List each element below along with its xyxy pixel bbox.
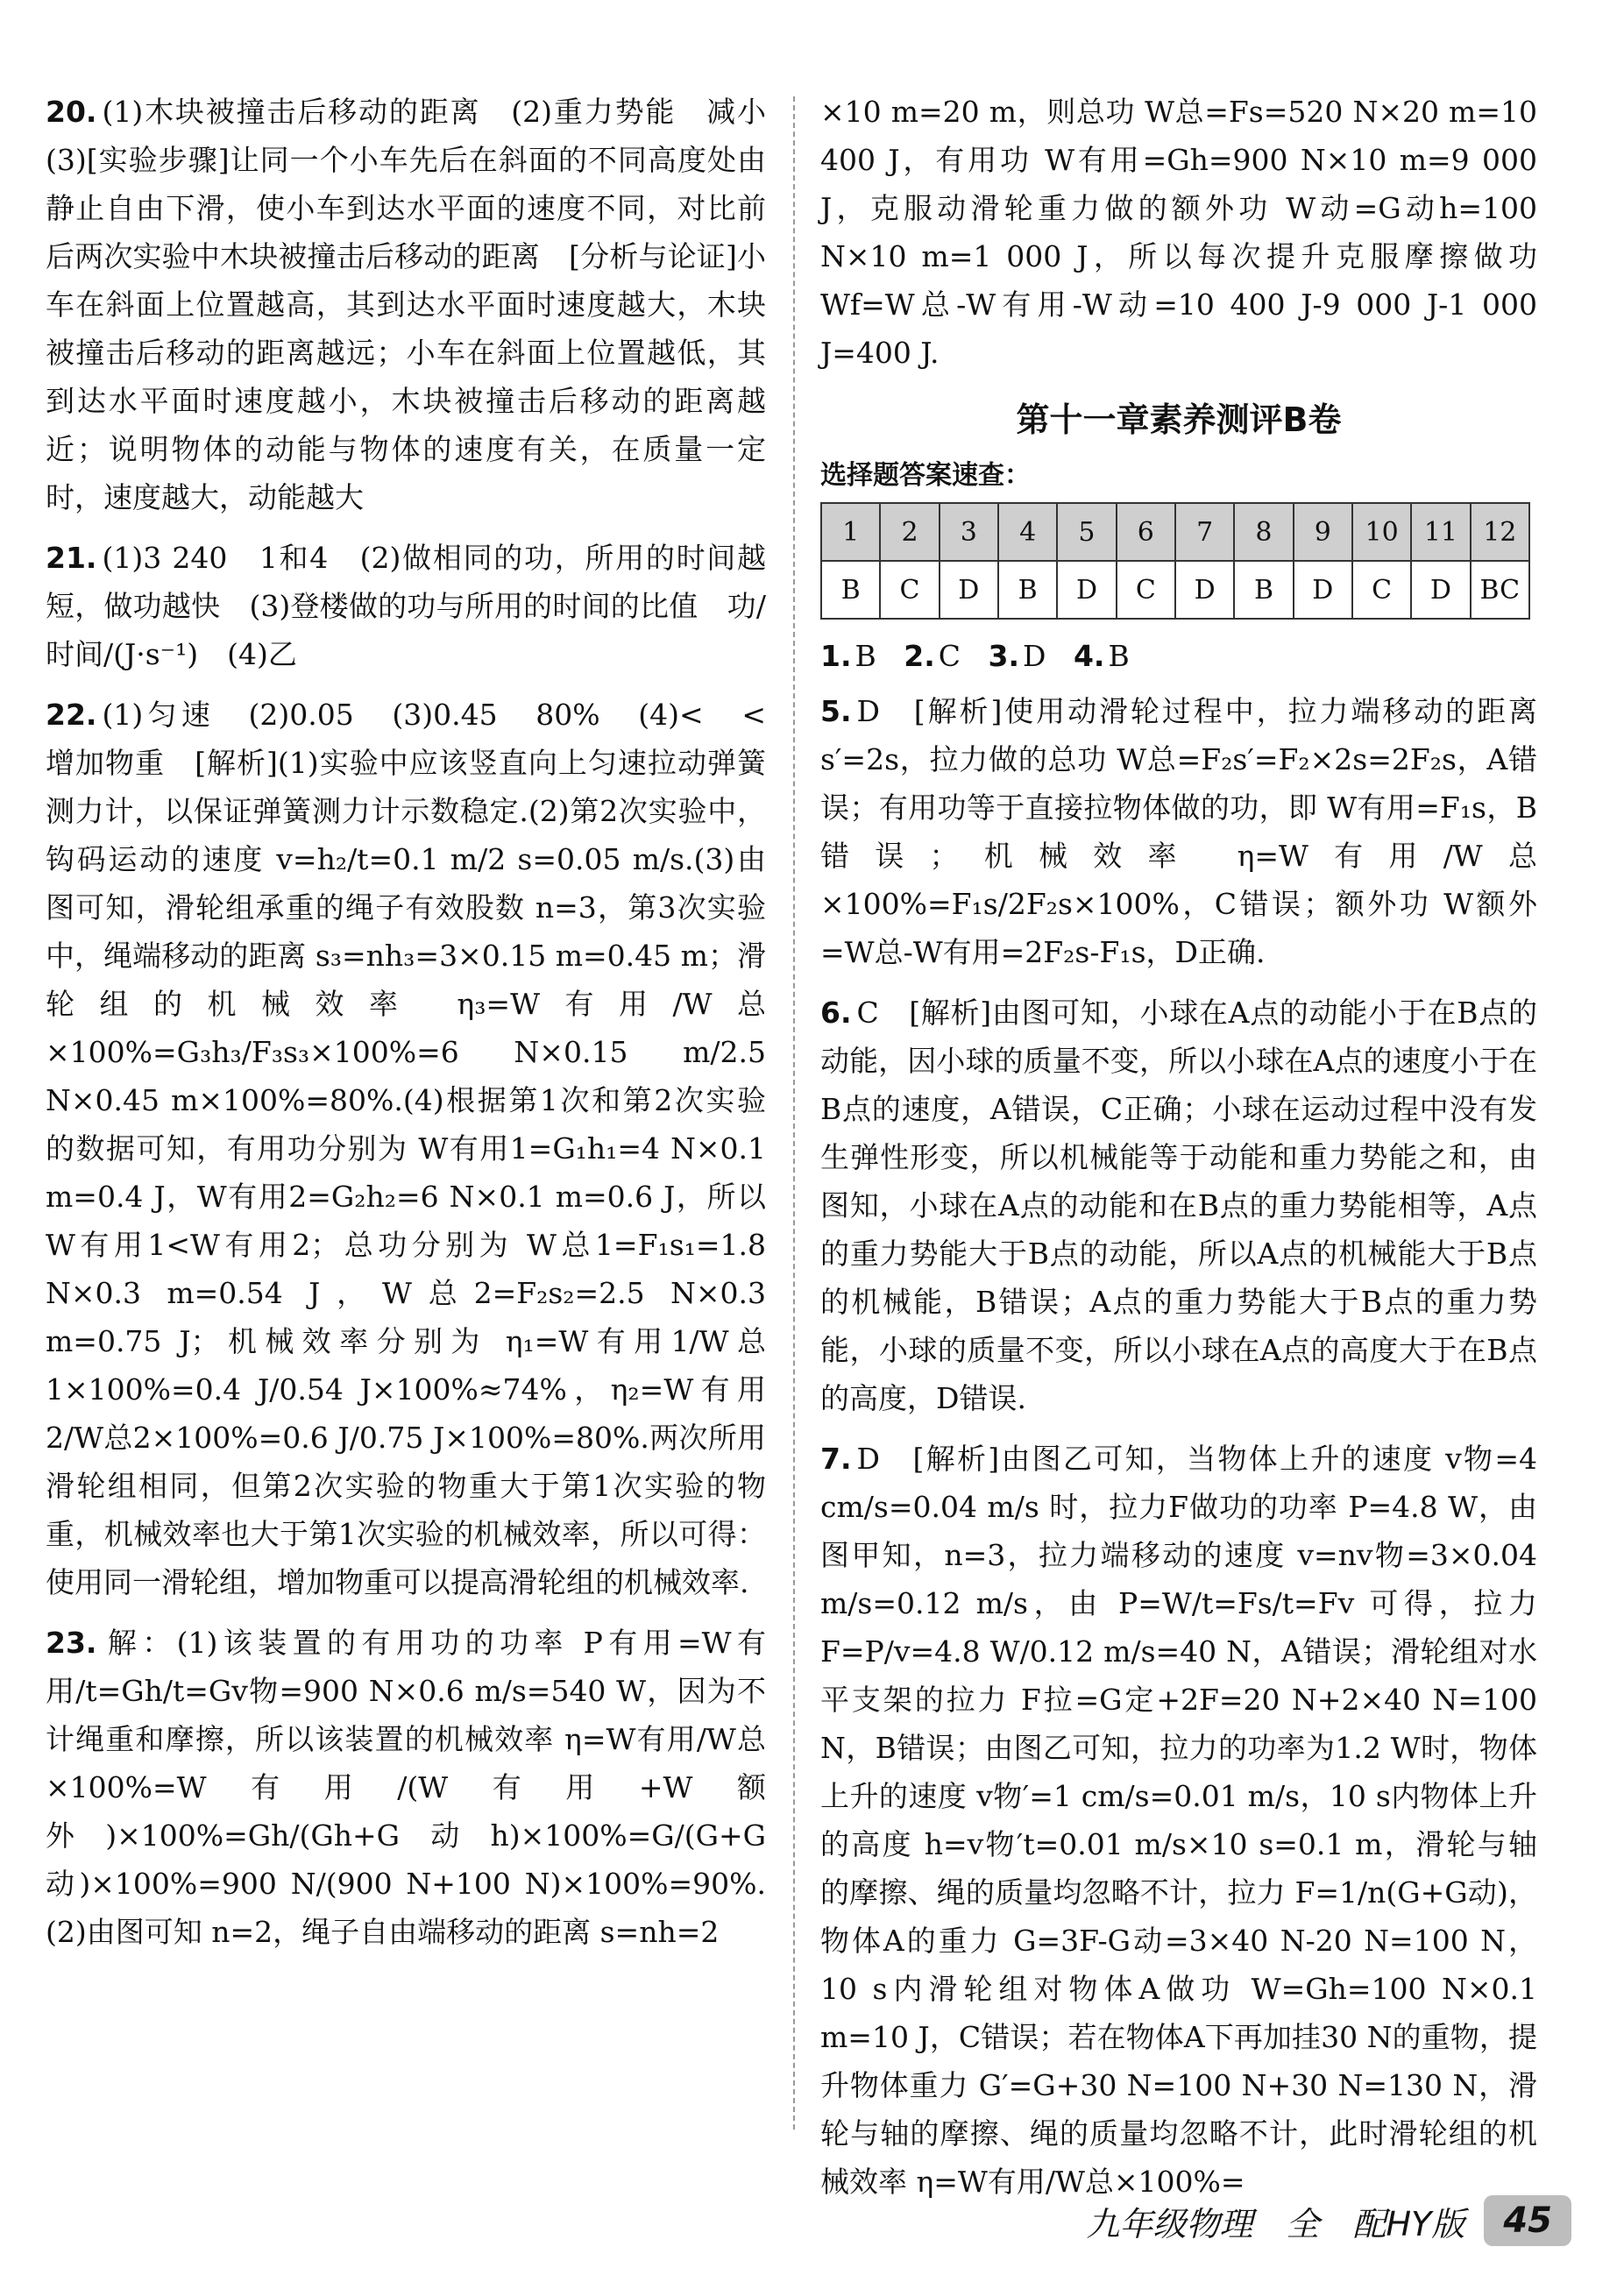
answer-item-23-continued [820, 88, 1537, 377]
item-text: 解：(1)该装置的有用功的功率 P有用=W有用/t=Gh/t=Gv物=900 N×0.6 m/s=540 W，因为不计绳重和摩擦，所以该装置的机械效率 η=W有用/W总×100%=W有用/(W有用+W额外)×100%=Gh/(Gh+G动h)×100%=G/(G+G动)×100%=900 N/(900 N+100 N)×100%=90%.(2)由图可知 n=2，绳子自由端移动的距离 s=nh=2 [46, 1626, 766, 1949]
question-number-cell: 8 [1234, 503, 1293, 561]
item-text: (1)木块被撞击后移动的距离 (2)重力势能 减小 (3)[实验步骤]让同一个小车先后在斜面的不同高度处由静止自由下滑，使小车到达水平面的速度不同，对比前后两次实验中木块被撞击后移动的距离 [分析与论证]小车在斜面上位置越高，其到达水平面时速度越大，木块被撞击后移动的距离越远；小车在斜面上位置越低，其到达水平面时速度越小，木块被撞击后移动的距离越近；说明物体的动能与物体的速度有关，在质量一定时，速度越大，动能越大 [46, 95, 795, 514]
question-number-cell: 2 [880, 503, 939, 561]
answer-cell: C [880, 561, 939, 619]
item-text: (1)3 240 1和4 (2)做相同的功，所用的时间越短，做功越快 (3)登楼做的功与所用的时间的比值 功/时间/(J·s⁻¹) (4)乙 [46, 541, 766, 671]
answer-item-23 [46, 1619, 766, 1956]
item-number: 4. [1073, 639, 1105, 673]
item-text: D [解析]使用动滑轮过程中，拉力端移动的距离 s′=2s，拉力做的总功 W总=F₂s′=F₂×2s=2F₂s，A错误；有用功等于直接拉物体做的功，即 W有用=F₁s，B错误；机械效率 η=W有用/W总×100%=F₁s/2F₂s×100%，C错误；额外功 W额外=W总-W有用=2F₂s-F₁s，D正确. [820, 694, 1537, 969]
item-number: 22. [46, 698, 97, 732]
question-number-cell: 5 [1057, 503, 1116, 561]
question-number-cell: 1 [821, 503, 880, 561]
answer-cell: C [1117, 561, 1175, 619]
answer-cell: D [1411, 561, 1470, 619]
item-answer: B [1108, 639, 1130, 673]
item-number: 7. [820, 1442, 852, 1476]
quick-check-title: 选择题答案速查： [820, 460, 1031, 491]
column-divider [793, 96, 795, 2130]
answer-cell: D [1294, 561, 1352, 619]
question-number-cell: 9 [1294, 503, 1352, 561]
item-number: 3. [988, 639, 1019, 673]
answer-table [820, 502, 1530, 620]
item-text: C [解析]由图可知，小球在A点的动能小于在B点的动能，因小球的质量不变，所以小球在A点的速度小于在B点的速度，A错误，C正确；小球在运动过程中没有发生弹性形变，所以机械能等于动能和重力势能之和，由图知，小球在A点的动能和在B点的重力势能相等，A点的重力势能大于B点的动能，所以A点的机械能大于B点的机械能，B错误；A点的重力势能大于B点的重力势能，小球的质量不变，所以小球在A点的高度大于在B点的高度，D错误. [820, 996, 1537, 1415]
page-number-badge: 45 [1484, 2195, 1571, 2246]
answer-item-21 [46, 534, 766, 678]
item-number: 23. [46, 1626, 97, 1660]
answer-cell: D [940, 561, 998, 619]
item-number: 20. [46, 95, 97, 129]
item-text: D [解析]由图乙可知，当物体上升的速度 v物=4 cm/s=0.04 m/s 时，拉力F做功的功率 P=4.8 W，由图甲知，n=3，拉力端移动的速度 v=nv物=3×0.04 m/s=0.12 m/s，由 P=W/t=Fs/t=Fv 可得，拉力 F=P/v=4.8 W/0.12 m/s=40 N，A错误；滑轮组对水平支架的拉力 F拉=G定+2F=20 N+2×40 N=100 N，B错误；由图乙可知，拉力的功率为1.2 W时，物体上升的速度 v物′=1 cm/s=0.01 m/s，10 s内物体上升的高度 h=v物′t=0.01 m/s×10 s=0.1 m，滑轮与轴的摩擦、绳的质量均忽略不计，拉力 F=1/n(G+G动)，物体A的重力 G=3F-G动=3×40 N-20 N=100 N，10 s内滑轮组对物体A做功 W=Gh=100 N×0.1 m=10 J，C错误；若在物体A下再加挂30 N的重物，提升物体重力 G′=G+30 N=100 N+30 N=130 N，滑轮与轴的摩擦、绳的质量均忽略不计，此时滑轮组的机械效率 η=W有用/W总×100%= [820, 1442, 1537, 2199]
answer-item-6 [820, 989, 1537, 1422]
chapter-title: 第十一章素养测评B卷 [1016, 400, 1342, 439]
item-answer: D [1022, 639, 1046, 673]
question-number-cell: 11 [1411, 503, 1470, 561]
question-number-cell: 4 [998, 503, 1057, 561]
answer-table-header-row [821, 503, 1529, 561]
item-answer: C [938, 639, 961, 673]
item-number: 1. [820, 639, 852, 673]
answer-cell: C [1352, 561, 1411, 619]
item-text: ×10 m=20 m，则总功 W总=Fs=520 N×20 m=10 400 J，有用功 W有用=Gh=900 N×10 m=9 000 J，克服动滑轮重力做的额外功 W动=G动h=100 N×10 m=1 000 J，所以每次提升克服摩擦做功 Wf=W总-W有用-W动=10 400 J-9 000 J-1 000 J=400 J. [820, 95, 1537, 370]
item-number: 6. [820, 996, 852, 1030]
question-number-cell: 12 [1471, 503, 1529, 561]
item-answer: B [855, 639, 876, 673]
answer-item-22 [46, 691, 795, 1606]
answer-cell: B [998, 561, 1057, 619]
answer-cell: B [1234, 561, 1293, 619]
footer-book-title: 九年级物理 全 配HY版 [1086, 2204, 1465, 2243]
answer-cell: D [1057, 561, 1116, 619]
answer-item-5 [820, 687, 1537, 976]
answer-cell: D [1175, 561, 1234, 619]
answer-item-7 [820, 1435, 1537, 2206]
answer-cell: BC [1471, 561, 1529, 619]
item-number: 5. [820, 694, 852, 728]
answer-table-answer-row [821, 561, 1529, 619]
left-column [46, 88, 795, 1968]
item-number: 21. [46, 541, 97, 575]
answer-item-20 [46, 88, 795, 521]
item-text: (1)匀速 (2)0.05 (3)0.45 80% (4)< < 增加物重 [解析](1)实验中应该竖直向上匀速拉动弹簧测力计，以保证弹簧测力计示数稳定.(2)第2次实验中，钩码运动的速度 v=h₂/t=0.1 m/2 s=0.05 m/s.(3)由图可知，滑轮组承重的绳子有效股数 n=3，第3次实验中，绳端移动的距离 s₃=nh₃=3×0.15 m=0.45 m；滑轮组的机械效率 η₃=W有用/W总×100%=G₃h₃/F₃s₃×100%=6 N×0.15 m/2.5 N×0.45 m×100%=80%.(4)根据第1次和第2次实验的数据可知，有用功分别为 W有用1=G₁h₁=4 N×0.1 m=0.4 J，W有用2=G₂h₂=6 N×0.1 m=0.6 J，所以 W有用1<W有用2；总功分别为 W总1=F₁s₁=1.8 N×0.3 m=0.54 J，W总2=F₂s₂=2.5 N×0.3 m=0.75 J；机械效率分别为 η₁=W有用1/W总1×100%=0.4 J/0.54 J×100%≈74%，η₂=W有用2/W总2×100%=0.6 J/0.75 J×100%=80%.两次所用滑轮组相同，但第2次实验的物重大于第1次实验的物重，机械效率也大于第1次实验的机械效率，所以可得：使用同一滑轮组，增加物重可以提高滑轮组的机械效率. [46, 698, 795, 1599]
question-number-cell: 10 [1352, 503, 1411, 561]
question-number-cell: 7 [1175, 503, 1234, 561]
question-number-cell: 3 [940, 503, 998, 561]
question-number-cell: 6 [1117, 503, 1175, 561]
page-footer [1087, 2195, 1571, 2246]
item-number: 2. [904, 639, 935, 673]
quick-answers-line [820, 632, 1537, 680]
right-column [820, 88, 1537, 2218]
answer-cell: B [821, 561, 880, 619]
